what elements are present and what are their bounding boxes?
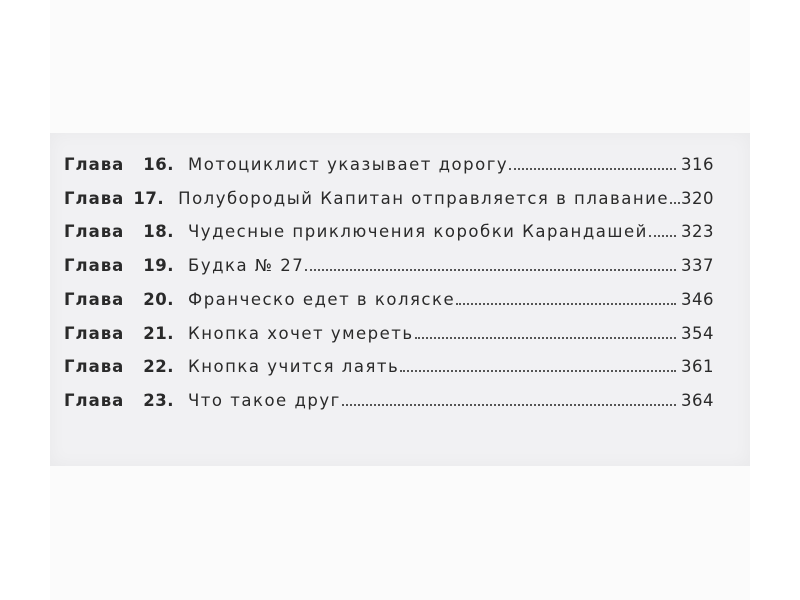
page-number: 337 (681, 256, 714, 275)
chapter-number: 18. (143, 222, 174, 241)
chapter-title: Кнопка учится лаять (188, 357, 400, 376)
page-number: 320 (681, 189, 714, 208)
toc-entry (64, 275, 714, 309)
chapter-number: 23. (143, 391, 174, 410)
toc-entry (64, 174, 714, 208)
toc-entry (64, 309, 714, 343)
page-number: 323 (681, 222, 714, 241)
chapter-word: Глава (64, 391, 125, 410)
chapter-word: Глава (64, 189, 125, 208)
chapter-word: Глава (64, 290, 125, 309)
dot-leader (305, 269, 676, 271)
dot-leader (649, 235, 676, 237)
chapter-title: Что такое друг (188, 391, 341, 410)
chapter-word: Глава (64, 256, 125, 275)
chapter-number: 17. (133, 189, 165, 208)
toc-entry (64, 342, 714, 376)
page-number: 364 (681, 391, 714, 410)
page-number: 316 (681, 155, 714, 174)
chapter-number: 22. (143, 357, 174, 376)
chapter-title: Кнопка хочет умереть (188, 324, 414, 343)
dot-leader (670, 202, 680, 204)
chapter-title: Полубородый Капитан отправляется в плавание (178, 189, 669, 208)
dot-leader (342, 404, 676, 406)
chapter-word: Глава (64, 357, 125, 376)
toc-entry (64, 376, 714, 410)
chapter-number: 21. (143, 324, 174, 343)
chapter-word: Глава (64, 324, 125, 343)
chapter-number: 19. (143, 256, 174, 275)
toc-entry (64, 207, 714, 241)
dot-leader (456, 303, 676, 305)
chapter-title: Мотоциклист указывает дорогу (188, 155, 509, 174)
chapter-title: Франческо едет в коляске (188, 290, 456, 309)
chapter-word: Глава (64, 222, 125, 241)
page-number: 354 (681, 324, 714, 343)
dot-leader (509, 168, 676, 170)
dot-leader (400, 370, 676, 372)
page-number: 346 (681, 290, 714, 309)
chapter-word: Глава (64, 155, 125, 174)
toc-entry (64, 140, 714, 174)
chapter-title: Чудесные приключения коробки Карандашей (188, 222, 648, 241)
page-number: 361 (681, 357, 714, 376)
chapter-number: 20. (143, 290, 174, 309)
chapter-title: Будка № 27 (188, 256, 305, 275)
dot-leader (415, 337, 676, 339)
toc-entry (64, 241, 714, 275)
chapter-number: 16. (143, 155, 174, 174)
